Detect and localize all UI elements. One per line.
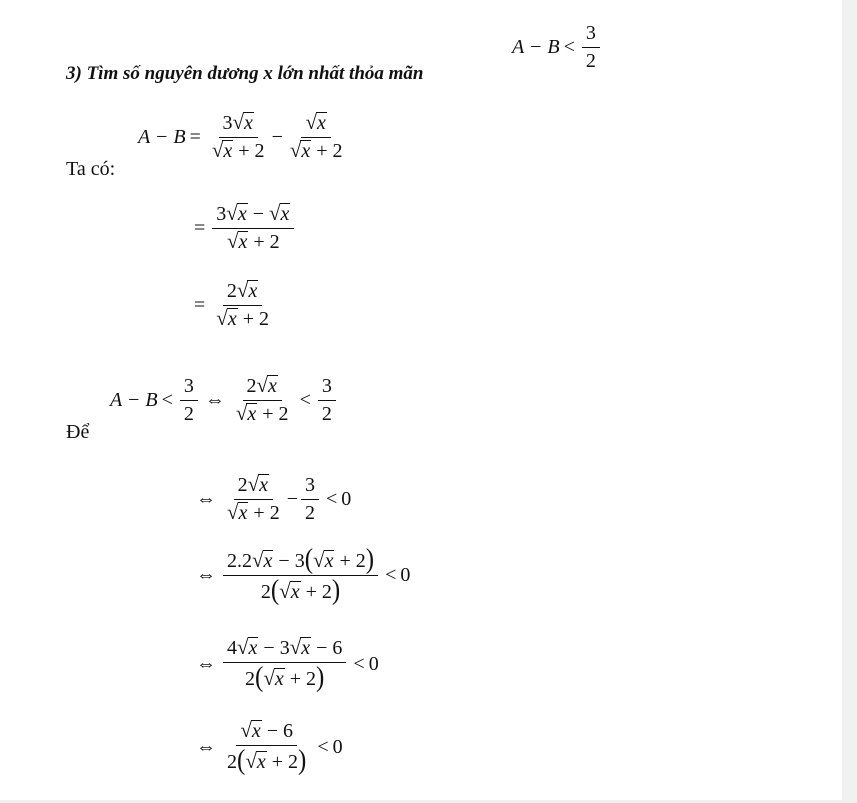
iff-arrow: ⇔ (196, 652, 216, 675)
fraction-common-denominator: 2.2 √ x − 3( √ x + 2) 2( √ x + 2) (223, 547, 378, 604)
expr-a-minus-b: A − B (110, 389, 158, 411)
inequality-step-4 (192, 718, 343, 777)
less-than-sign: < (385, 564, 397, 586)
inequality-step-2 (192, 543, 411, 607)
fraction-simplified: 2 √ x √ x + 2 (227, 472, 280, 524)
fraction-numerator: √ x (301, 112, 330, 138)
fraction-denominator: √ x + 2 (289, 138, 343, 162)
fraction-expanded: 4 √ x − 3 √ x − 6 2( √ x + 2) (223, 637, 346, 691)
less-than-sign: < (353, 652, 365, 675)
expr-a-minus-b: A − B (512, 36, 560, 58)
fraction-numerator: 3 (582, 22, 600, 48)
less-than-sign: < (317, 735, 329, 758)
iff-arrow: ⇔ (196, 488, 216, 510)
fraction-numerator: 3 √ x − √ x (212, 203, 294, 229)
fraction-combined (212, 203, 294, 254)
equation-step-simplified (190, 280, 276, 331)
equals-sign: = (189, 126, 201, 148)
fraction-three-halves: $\frac{3}{2}$ (301, 474, 319, 525)
equals-sign: = (194, 294, 206, 316)
fraction-simplified (212, 280, 273, 331)
fraction-three-halves: $\frac{3}{2}$ (180, 375, 198, 426)
fraction-denominator: √ x + 2 (211, 138, 265, 162)
fraction-final: √ x − 6 2( √ x + 2) (227, 718, 307, 777)
zero: 0 (400, 564, 411, 586)
fraction-numerator: 3 √ x (219, 112, 258, 138)
iff-arrow: ⇔ (196, 564, 216, 586)
minus-sign: − (271, 126, 283, 148)
inequality-step-3 (192, 635, 379, 694)
fraction-term-1 (208, 112, 269, 163)
fraction-three-halves (582, 22, 600, 73)
less-than-sign: < (161, 389, 173, 411)
minus-sign: − (286, 488, 298, 510)
zero: 0 (332, 735, 343, 758)
fraction-denominator: √ x + 2 (226, 229, 280, 253)
iff-arrow: ⇔ (196, 735, 216, 758)
less-than-sign: < (325, 488, 338, 510)
zero: 0 (368, 652, 379, 675)
de-label: Để (66, 421, 90, 443)
question-heading: 3) Tìm số nguyên dương x lớn nhất thỏa mãn (66, 63, 424, 84)
question-condition (512, 22, 603, 73)
fraction-denominator: 2 (585, 50, 596, 72)
inequality-condition (110, 375, 339, 426)
less-than-sign: < (563, 36, 575, 58)
equals-sign: = (194, 217, 206, 239)
iff-arrow: ⇔ (204, 389, 225, 411)
ta-co-label: Ta có: (66, 158, 116, 180)
fraction-denominator: √ x + 2 (216, 306, 269, 330)
fraction-three-halves: $\frac{3}{2}$ (318, 375, 336, 426)
fraction-term-2 (286, 112, 347, 163)
fraction-numerator: 2 √ x (223, 280, 262, 306)
less-than-sign: < (299, 389, 311, 411)
fraction-simplified: 2 √ x √ x + 2 (235, 373, 289, 425)
equation-a-minus-b (138, 112, 350, 163)
expr-a-minus-b: A − B (138, 126, 186, 148)
inequality-step-1 (192, 474, 351, 525)
zero: 0 (341, 488, 352, 510)
equation-step-combined (190, 203, 297, 254)
